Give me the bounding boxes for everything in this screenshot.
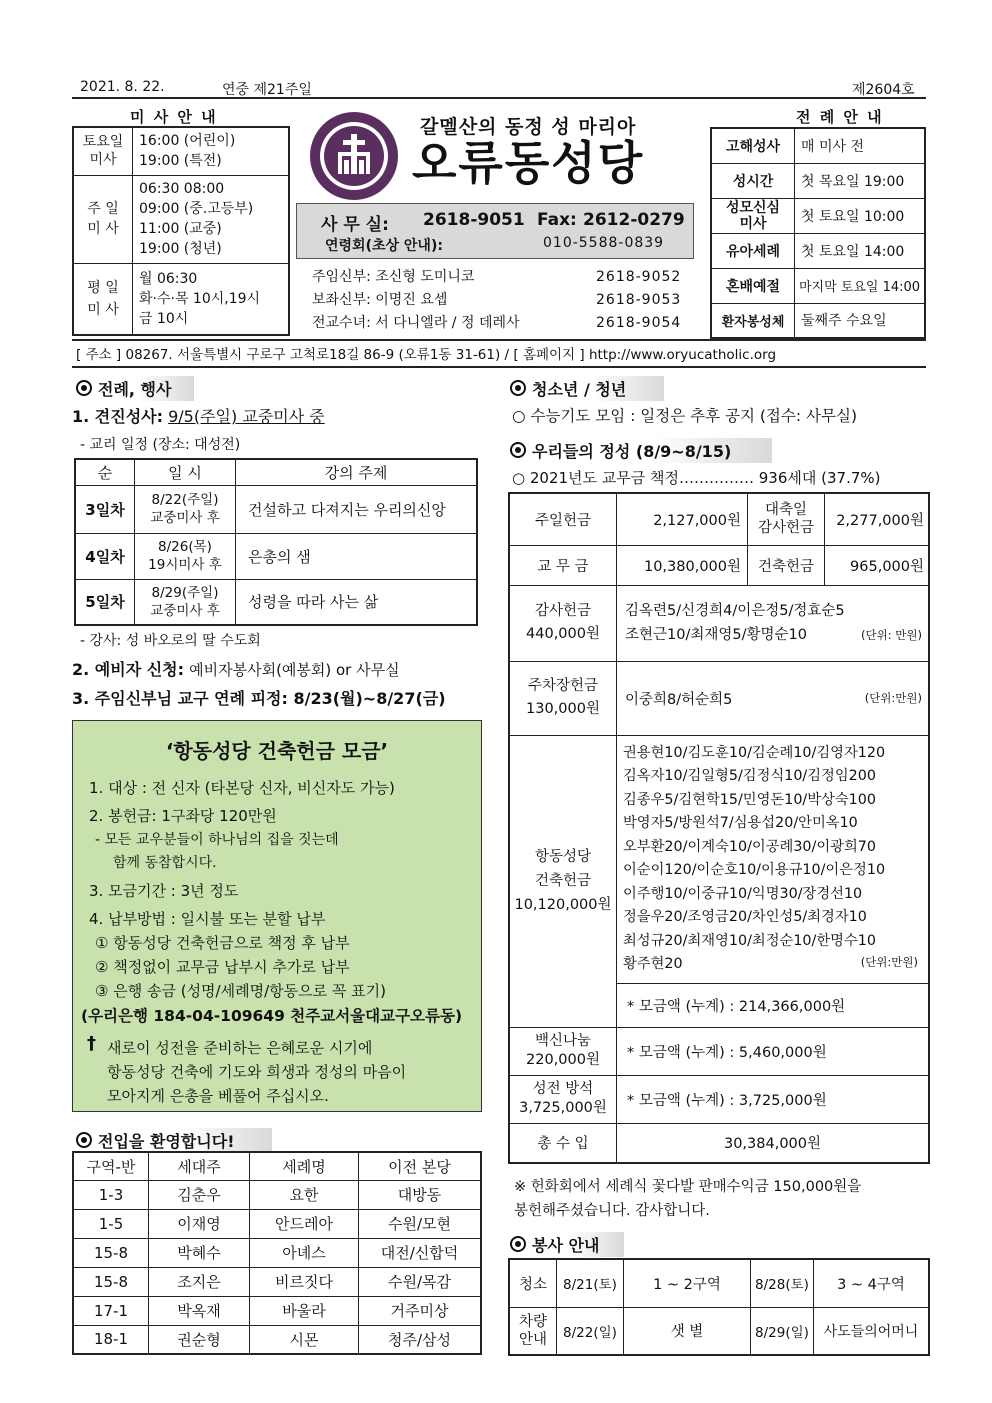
mass-label-sun: 주 일 미 사 xyxy=(73,175,133,263)
liturgy-label: 고해성사 xyxy=(711,128,795,163)
offering-table xyxy=(508,492,930,1164)
schedule-table xyxy=(74,458,478,626)
service-label: 청소 xyxy=(509,1259,557,1307)
staff-role: 보좌신부: xyxy=(312,292,371,308)
box-line: - 모든 교우분들이 하나님의 집을 짓는데 xyxy=(95,832,339,848)
welcome-table xyxy=(72,1151,482,1355)
building-fund-box xyxy=(72,720,482,1112)
events-heading-text: 전례, 행사 xyxy=(98,380,172,399)
welcome-header: 세대주 xyxy=(149,1152,250,1180)
mass-time: 화·수·목 10시,19시 xyxy=(139,290,261,307)
liturgy-value: 첫 토요일 14:00 xyxy=(795,233,926,268)
unit-note: (단위:만원) xyxy=(864,690,922,705)
address-bottom-rule xyxy=(72,366,926,368)
top-rule xyxy=(72,97,926,99)
mass-time: 06:30 08:00 xyxy=(139,181,225,197)
service-label: 차량 안내 xyxy=(509,1307,557,1355)
service-table xyxy=(508,1258,930,1356)
hangdong-total: * 모금액 (누계) : 214,366,000원 xyxy=(617,983,930,1027)
seongjeon-total: * 모금액 (누계) : 3,725,000원 xyxy=(617,1075,930,1123)
youth-heading xyxy=(506,376,664,401)
schedule-header: 일 시 xyxy=(135,459,236,485)
liturgy-label: 환자봉성체 xyxy=(711,303,795,338)
event-item-1 xyxy=(72,404,325,427)
offering-heading xyxy=(506,438,772,463)
office-box xyxy=(296,203,694,259)
welcome-cell: 안드레아 xyxy=(250,1209,359,1238)
yeonryeong-phone: 010-5588-0839 xyxy=(543,235,665,251)
schedule-topic: 은총의 샘 xyxy=(236,533,478,579)
service-value: 3 ~ 4구역 xyxy=(814,1259,930,1307)
event-item-2-value: 예비자봉사회(예봉회) or 사무실 xyxy=(189,661,400,679)
table-row xyxy=(73,1267,481,1296)
welcome-cell: 대방동 xyxy=(359,1180,482,1209)
box-line: ③ 은행 송금 (성명/세례명/항동으로 꼭 표기) xyxy=(95,982,386,1000)
table-row xyxy=(73,1180,481,1209)
service-date: 8/29(일) xyxy=(751,1307,814,1355)
welcome-cell: 요한 xyxy=(250,1180,359,1209)
mass-label-sat: 토요일 미사 xyxy=(73,127,133,175)
staff-name: 이명진 요셉 xyxy=(375,292,448,308)
staff-name: 조신형 도미니코 xyxy=(375,269,475,285)
welcome-cell: 대전/신합덕 xyxy=(359,1238,482,1267)
liturgy-label: 유아세례 xyxy=(711,233,795,268)
welcome-header: 구역-반 xyxy=(73,1152,149,1180)
liturgy-value: 매 미사 전 xyxy=(795,128,926,163)
table-row xyxy=(73,1325,481,1354)
offering-label: 총 수 입 xyxy=(509,1123,617,1163)
mass-time: 19:00 (청년) xyxy=(139,241,222,257)
donor-line: 오부환20/이계숙10/이공례30/이광희70 xyxy=(623,838,876,855)
mass-time: 16:00 (어린이) xyxy=(139,133,236,150)
welcome-cell: 15-8 xyxy=(73,1238,149,1267)
box-line: 3. 모금기간 : 3년 정도 xyxy=(89,882,239,900)
staff-name: 서 다니엘라 / 정 데레사 xyxy=(375,315,520,331)
schedule-note: - 교리 일정 (장소: 대성전) xyxy=(80,437,241,453)
schedule-header: 강의 주제 xyxy=(236,459,478,485)
welcome-cell: 박혜수 xyxy=(149,1238,250,1267)
liturgy-label: 성모신심 미사 xyxy=(711,198,795,233)
welcome-cell: 청주/삼성 xyxy=(359,1325,482,1354)
box-bank: (우리은행 184-04-109649 천주교서울대교구오류동) xyxy=(81,1007,463,1025)
staff-phone: 2618-9054 xyxy=(596,315,682,331)
staff-list xyxy=(312,266,702,335)
fax-label: Fax: xyxy=(537,210,577,230)
box-line: 4. 납부방법 : 일시불 또는 분할 납부 xyxy=(89,910,326,928)
welcome-cell: 수원/목감 xyxy=(359,1267,482,1296)
box-line: 모아지게 은총을 베풀어 주십시오. xyxy=(107,1087,329,1105)
events-heading xyxy=(72,376,194,401)
service-heading xyxy=(506,1232,624,1257)
fax-number: 2612-0279 xyxy=(583,210,685,230)
welcome-cell: 1-5 xyxy=(73,1209,149,1238)
offering-label: 건축헌금 xyxy=(748,545,825,585)
schedule-topic: 성령을 따라 사는 삶 xyxy=(236,579,478,625)
building-fund-title: ‘항동성당 건축헌금 모금’ xyxy=(165,739,389,763)
offering-label: 백신나눔 220,000원 xyxy=(509,1027,617,1075)
bullet-icon xyxy=(510,442,526,458)
service-date: 8/21(토) xyxy=(557,1259,624,1307)
welcome-cell: 15-8 xyxy=(73,1267,149,1296)
liturgy-heading: 전 례 안 내 xyxy=(796,108,884,126)
parking-value: 이중희8/허순희5 xyxy=(625,691,733,708)
staff-phone: 2618-9052 xyxy=(596,269,682,285)
donor-line: 최성규20/최재영10/최정순10/한명수10 xyxy=(623,932,876,949)
welcome-cell: 김춘우 xyxy=(149,1180,250,1209)
mass-label-weekday: 평 일 미 사 xyxy=(73,263,133,335)
office-phone: 2618-9051 xyxy=(423,210,525,230)
offering-value: 965,000원 xyxy=(825,545,930,585)
unit-note: (단위: 만원) xyxy=(861,627,922,642)
donor-line: 김옥자10/김일형5/김정식10/김정임200 xyxy=(623,768,876,784)
schedule-topic: 건설하고 다져지는 우리의신앙 xyxy=(236,485,478,533)
liturgical-sunday: 연중 제21주일 xyxy=(222,82,312,98)
donor-line: 정을우20/조영금20/차인성5/최경자10 xyxy=(623,909,867,925)
offering-value: 10,380,000원 xyxy=(617,545,748,585)
box-line: ② 책정없이 교무금 납부시 추가로 납부 xyxy=(95,958,350,976)
welcome-header: 세례명 xyxy=(250,1152,359,1180)
staff-phone: 2618-9053 xyxy=(596,292,682,308)
liturgy-value: 마지막 토요일 14:00 xyxy=(795,268,926,303)
table-row xyxy=(73,1296,481,1325)
youth-line: ○ 수능기도 모임 : 일정은 추후 공지 (접수: 사무실) xyxy=(512,407,857,425)
table-row xyxy=(73,1209,481,1238)
liturgy-value: 첫 토요일 10:00 xyxy=(795,198,926,233)
table-row xyxy=(73,1238,481,1267)
welcome-heading-text: 전입을 환영합니다! xyxy=(98,1132,235,1151)
welcome-cell: 17-1 xyxy=(73,1296,149,1325)
offering-heading-text: 우리들의 정성 (8/9~8/15) xyxy=(532,442,732,461)
box-line: ① 항동성당 건축헌금으로 책정 후 납부 xyxy=(95,934,350,952)
welcome-cell: 수원/모현 xyxy=(359,1209,482,1238)
thanks-note: ※ 헌화회에서 세례식 꽃다발 판매수익금 150,000원을 봉헌해주셨습니다. 감사합니다. xyxy=(514,1179,862,1219)
box-line: 새로이 성전을 준비하는 은혜로운 시기에 xyxy=(107,1039,373,1057)
offering-label: 대축일 감사헌금 xyxy=(748,493,825,545)
welcome-cell: 비르짓다 xyxy=(250,1267,359,1296)
welcome-cell: 시몬 xyxy=(250,1325,359,1354)
liturgy-value: 첫 목요일 19:00 xyxy=(795,163,926,198)
welcome-cell: 1-3 xyxy=(73,1180,149,1209)
schedule-day: 3일차 xyxy=(75,485,135,533)
parish-subtitle: 갈멜산의 동정 성 마리아 xyxy=(420,116,637,138)
issue-date: 2021. 8. 22. xyxy=(80,79,165,95)
box-line: 함께 동참합시다. xyxy=(113,855,217,871)
table-row xyxy=(509,1259,929,1307)
donor-line: 박영자5/방원석7/심용섭20/안미옥10 xyxy=(623,815,858,831)
service-value: 사도들의어머니 xyxy=(814,1307,930,1355)
service-date: 8/28(토) xyxy=(751,1259,814,1307)
welcome-cell: 거주미상 xyxy=(359,1296,482,1325)
donor-line: 권용현10/김도훈10/김순례10/김영자120 xyxy=(623,744,886,761)
service-value: 샛 별 xyxy=(624,1307,751,1355)
service-date: 8/22(일) xyxy=(557,1307,624,1355)
bullet-icon xyxy=(76,380,92,396)
donor-line: 이주행10/이중규10/익명30/장경선10 xyxy=(623,885,863,902)
offering-label: 감사헌금 440,000원 xyxy=(509,585,617,661)
welcome-cell: 아녜스 xyxy=(250,1238,359,1267)
offering-label: 성전 방석 3,725,000원 xyxy=(509,1075,617,1123)
parish-title: 오류동성당 xyxy=(412,136,645,190)
event-item-2-title: 2. 예비자 신청: xyxy=(72,660,185,679)
parish-logo xyxy=(308,110,400,202)
mass-heading: 미 사 안 내 xyxy=(130,108,218,126)
mass-time: 월 06:30 xyxy=(139,270,198,287)
cross-icon: † xyxy=(87,1033,96,1054)
liturgy-value: 둘째주 수요일 xyxy=(795,303,926,338)
total-income: 30,384,000원 xyxy=(617,1123,930,1163)
mass-time: 11:00 (교중) xyxy=(139,221,222,237)
welcome-cell: 박옥재 xyxy=(149,1296,250,1325)
office-label: 사 무 실: xyxy=(321,215,389,235)
donor-line: 황주현20 xyxy=(623,956,683,972)
baeksin-total: * 모금액 (누계) : 5,460,000원 xyxy=(617,1027,930,1075)
bullet-icon xyxy=(76,1132,92,1148)
offering-label: 주일헌금 xyxy=(509,493,617,545)
welcome-cell: 권순형 xyxy=(149,1325,250,1354)
offering-label: 주차장헌금 130,000원 xyxy=(509,661,617,735)
offering-value: 2,277,000원 xyxy=(825,493,930,545)
schedule-day: 5일차 xyxy=(75,579,135,625)
liturgy-label: 성시간 xyxy=(711,163,795,198)
box-line: 2. 봉헌금: 1구좌당 120만원 xyxy=(89,807,277,825)
event-item-1-value: 9/5(주일) 교중미사 중 xyxy=(168,407,325,426)
youth-heading-text: 청소년 / 청년 xyxy=(532,380,627,399)
welcome-cell: 바울라 xyxy=(250,1296,359,1325)
thanks-line: 김옥련5/신경희4/이은정5/정효순5 xyxy=(625,603,845,619)
welcome-cell: 이재영 xyxy=(149,1209,250,1238)
staff-role: 전교수녀: xyxy=(312,315,371,331)
lecturer: - 강사: 성 바오로의 딸 수도회 xyxy=(80,633,261,649)
schedule-date: 8/29(주일) 교중미사 후 xyxy=(135,579,236,625)
issue-number: 제2604호 xyxy=(852,82,915,98)
mass-time: 09:00 (중.고등부) xyxy=(139,201,254,217)
yeonryeong-label: 연령회(초상 안내): xyxy=(325,238,443,254)
schedule-header: 순 xyxy=(75,459,135,485)
schedule-date: 8/26(목) 19시미사 후 xyxy=(135,533,236,579)
offering-label: 교 무 금 xyxy=(509,545,617,585)
welcome-header: 이전 본당 xyxy=(359,1152,482,1180)
welcome-cell: 18-1 xyxy=(73,1325,149,1354)
thanks-line: 조현근10/최재영5/황명순10 xyxy=(625,627,807,643)
schedule-day: 4일차 xyxy=(75,533,135,579)
welcome-cell: 조지은 xyxy=(149,1267,250,1296)
address-top-rule xyxy=(72,339,926,341)
welcome-heading xyxy=(72,1128,272,1153)
schedule-date: 8/22(주일) 교중미사 후 xyxy=(135,485,236,533)
offering-note: ○ 2021년도 교무금 책정…………… 936세대 (37.7%) xyxy=(512,469,881,487)
liturgy-table xyxy=(710,127,926,339)
address: [ 주소 ] 08267. 서울특별시 구로구 고척로18길 86-9 (오류1동 31-61) / [ 홈페이지 ] http://www.oryucatholic.org xyxy=(76,347,777,363)
offering-label: 항동성당 건축헌금 10,120,000원 xyxy=(509,735,617,1027)
mass-time: 금 10시 xyxy=(139,310,189,327)
event-item-1-title: 1. 견진성사: xyxy=(72,407,164,426)
mass-table xyxy=(72,126,290,336)
offering-value: 2,127,000원 xyxy=(617,493,748,545)
mass-time: 19:00 (특전) xyxy=(139,153,222,170)
bullet-icon xyxy=(510,380,526,396)
bullet-icon xyxy=(510,1236,526,1252)
service-heading-text: 봉사 안내 xyxy=(532,1236,600,1255)
box-line: 항동성당 건축에 기도와 희생과 정성의 마음이 xyxy=(107,1063,407,1081)
liturgy-label: 혼배예절 xyxy=(711,268,795,303)
staff-role: 주임신부: xyxy=(312,269,371,285)
box-line: 1. 대상 : 전 신자 (타본당 신자, 비신자도 가능) xyxy=(89,779,395,797)
donor-line: 김종우5/김현학15/민영돈10/박상숙100 xyxy=(623,791,876,808)
event-item-3: 3. 주임신부님 교구 연례 피정: 8/23(월)~8/27(금) xyxy=(72,689,446,708)
donor-line: 이순이120/이순호10/이용규10/이은정10 xyxy=(623,862,886,878)
event-item-2 xyxy=(72,657,400,680)
unit-note: (단위:만원) xyxy=(860,955,918,969)
table-row xyxy=(509,1307,929,1355)
service-value: 1 ~ 2구역 xyxy=(624,1259,751,1307)
